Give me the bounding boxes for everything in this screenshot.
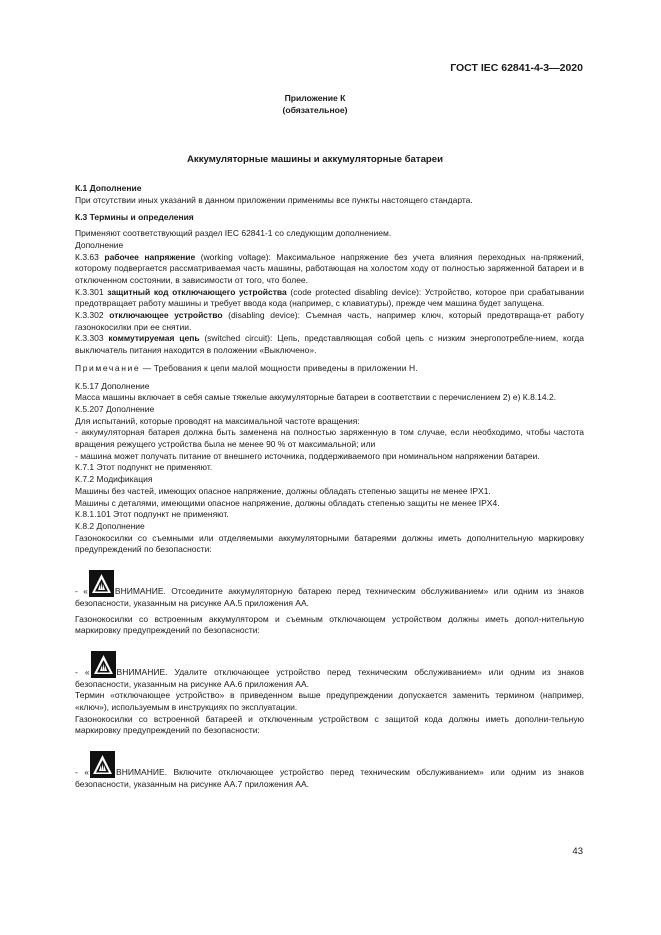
paragraph: К.7.1 Этот подпункт не применяют. bbox=[75, 462, 213, 473]
paragraph: К.5.207 Дополнение bbox=[75, 403, 155, 414]
warning-marking-1: - « ВНИМАНИЕ. Отсоедините аккумуляторную батарею перед техническим обслуживанием» или одним из знаков безопасности, указанным на рисунке АА.5 приложения АА. bbox=[75, 570, 584, 609]
paragraph: Газонокосилки со съемными или отделяемыми аккумуляторными батареями должны иметь дополнительную маркировку предупреждений по безопасности: bbox=[75, 532, 584, 555]
warning-triangle-icon bbox=[91, 651, 116, 678]
paragraph: Машины с деталями, имеющими опасное напряжение, должны обладать степенью защиты не менее IPX4. bbox=[75, 497, 500, 508]
paragraph: Масса машины включает в себя самые тяжелые аккумуляторные батареи в соответствии с перечислением 2) е) К.8.14.2. bbox=[75, 392, 557, 403]
list-item: - машина может получать питание от внешнего источника, поддерживаемого при номинальном напряжении батареи. bbox=[75, 450, 540, 461]
standard-code-header: ГОСТ IEC 62841-4-3—2020 bbox=[450, 62, 583, 74]
paragraph: Дополнение bbox=[75, 239, 124, 250]
list-item: - аккумуляторная батарея должна быть заменена на полностью заряженную в том случае, если необходимо, чтобы частота вращения режущего устройства была не менее 90 % от максимальной; или bbox=[75, 427, 584, 450]
paragraph: При отсутствии иных указаний в данном приложении применимы все пункты настоящего стандарта. bbox=[75, 194, 473, 205]
appendix-status: (обязательное) bbox=[282, 105, 348, 115]
document-body bbox=[75, 183, 584, 791]
paragraph: К.5.17 Дополнение bbox=[75, 380, 150, 391]
page-number: 43 bbox=[572, 846, 583, 857]
warning-triangle-icon bbox=[90, 751, 115, 778]
definition-k3-63: К.3.63 рабочее напряжение (working voltage): Максимальное напряжение без учета влияния переходных на-пряжений, которому подвергается рассматриваемая часть машины, работающая на холостом ходу от полностью заряженной батареи и в отключенном состоянии, в зависимости от того, что более. bbox=[75, 251, 585, 285]
warning-triangle-icon bbox=[89, 570, 114, 597]
paragraph: Газонокосилки со встроенной батареей и отключенным устройством с защитой кода должны иметь дополни-тельную маркировку предупреждений по безопасности: bbox=[75, 713, 584, 736]
paragraph: Машины без частей, имеющих опасное напряжение, должны обладать степенью защиты не менее IPX1. bbox=[75, 485, 491, 496]
section-heading-k3: К.3 Термины и определения bbox=[75, 212, 194, 223]
definition-k3-303: К.3.303 коммутируемая цепь (switched circuit): Цепь, представляющая собой цепь с низким энергопотребле-нием, когда выключатель питания находится в положении «Выключено». bbox=[75, 333, 584, 356]
section-heading-k1: К.1 Дополнение bbox=[75, 183, 142, 193]
paragraph: К.8.1.101 Этот подпункт не применяют. bbox=[75, 509, 229, 520]
paragraph: Термин «отключающее устройство» в приведенном выше предупреждении допускается заменить термином (например, «ключ»), используемым в инструкциях по эксплуатации. bbox=[75, 690, 584, 713]
warning-marking-3: - « ВНИМАНИЕ. Включите отключающее устройство перед техническим обслуживанием» или одним из знаков безопасности, указанным на рисунке АА.7 приложения АА. bbox=[75, 751, 584, 790]
appendix-heading bbox=[0, 92, 630, 116]
warning-marking-2: - « ВНИМАНИЕ. Удалите отключающее устройство перед техническим обслуживанием» или одним из знаков безопасности, указанным на рисунке АА.6 приложения АА. bbox=[75, 651, 584, 690]
definition-k3-301: К.3.301 защитный код отключающего устройства (code protected disabling device): Устройство, которое при срабатывании предотвращает работу машины и требует ввода кода (например, с клавиатуры), прежде чем машина будет запущена. bbox=[75, 286, 585, 309]
definition-k3-302: К.3.302 отключающее устройство (disabling device): Съемная часть, например ключ, который предотвраща-ет работу газонокосилки при ее снятии. bbox=[75, 310, 584, 332]
paragraph: К.7.2 Модификация bbox=[75, 474, 153, 485]
appendix-title: Аккумуляторные машины и аккумуляторные батареи bbox=[187, 154, 443, 165]
paragraph: Для испытаний, которые проводят на максимальной частоте вращения: bbox=[75, 415, 360, 426]
appendix-label: Приложение К bbox=[284, 93, 346, 103]
note: Примечание — Требования к цепи малой мощности приведены в приложении Н. bbox=[75, 362, 418, 373]
paragraph: К.8.2 Дополнение bbox=[75, 520, 145, 531]
paragraph: Газонокосилки со встроенным аккумулятором и съемным отключающем устройством должны иметь допол-нительную маркировку предупреждений по безопасности: bbox=[75, 613, 584, 636]
paragraph: Применяют соответствующий раздел IEC 62841-1 со следующим дополнением. bbox=[75, 228, 392, 239]
